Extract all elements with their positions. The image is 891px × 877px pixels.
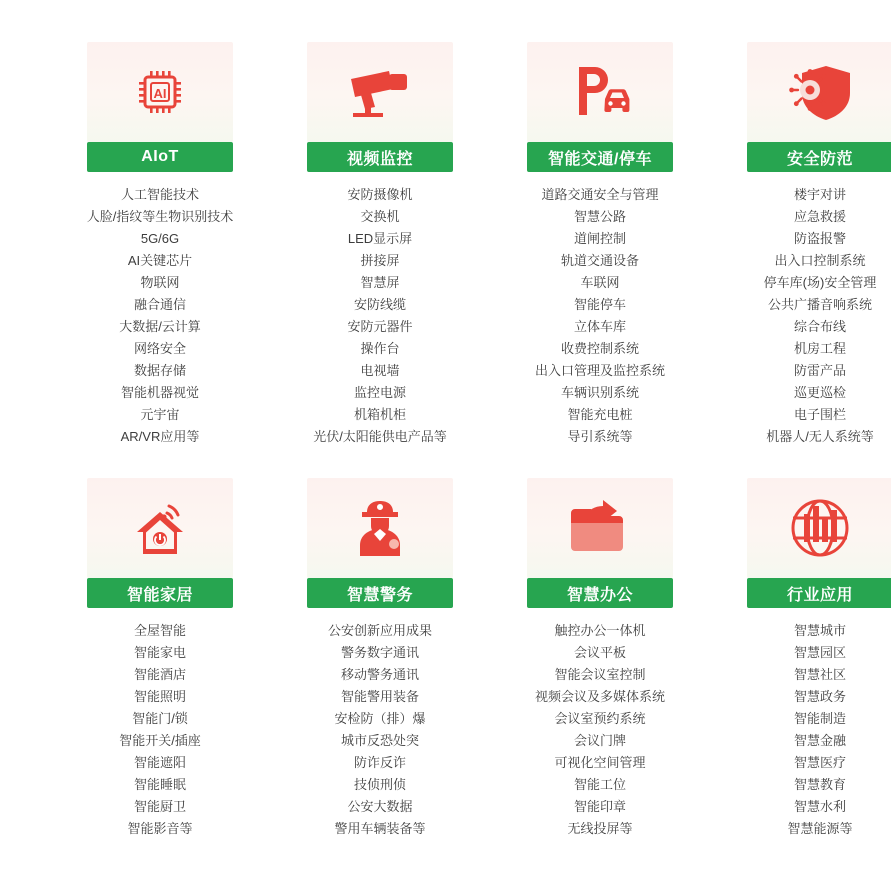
list-item: 拼接屏	[360, 253, 400, 268]
surveillance-camera-icon	[345, 61, 415, 123]
list-item: 智能开关/插座	[119, 733, 201, 748]
list-item: 数据存储	[133, 363, 186, 378]
list-item: 融合通信	[133, 297, 186, 312]
list-item: 公安创新应用成果	[327, 623, 432, 638]
list-item: 移动警务通讯	[340, 667, 419, 682]
list-item: 立体车库	[573, 319, 626, 334]
category-card-smart-traffic-parking[interactable]	[500, 42, 700, 448]
list-item: 安防元器件	[347, 319, 413, 334]
list-item: 人脸/指纹等生物识别技术	[86, 209, 234, 224]
list-item: 楼宇对讲	[793, 187, 846, 202]
parking-car-icon	[567, 59, 633, 125]
category-card-smart-home[interactable]	[60, 478, 260, 840]
list-item: 综合布线	[793, 319, 846, 334]
list-item: 技侦刑侦	[353, 777, 406, 792]
list-item: 出入口控制系统	[774, 253, 866, 268]
category-card-security-protection[interactable]	[720, 42, 891, 448]
category-card-aiot[interactable]	[60, 42, 260, 448]
category-title: 智慧警务	[307, 578, 453, 608]
category-items	[500, 184, 700, 448]
list-item: 人工智能技术	[120, 187, 199, 202]
icon-container	[527, 42, 673, 142]
list-item: 交换机	[360, 209, 400, 224]
list-item: 智能机器视觉	[120, 385, 199, 400]
icon-container	[747, 478, 891, 578]
folder-share-icon	[565, 499, 635, 557]
list-item: 公安大数据	[347, 799, 413, 814]
list-item: 防诈反诈	[353, 755, 406, 770]
list-item: 机箱机柜	[353, 407, 406, 422]
category-title: AIoT	[87, 142, 233, 172]
list-item: 智能印章	[573, 799, 626, 814]
list-item: 全屋智能	[133, 623, 186, 638]
list-item: 智能厨卫	[133, 799, 186, 814]
list-item: 公共广播音响系统	[767, 297, 872, 312]
list-item: 巡更巡检	[793, 385, 846, 400]
list-item: 警务数字通讯	[340, 645, 419, 660]
list-item: 无线投屏等	[567, 821, 633, 836]
category-title: 安全防范	[747, 142, 891, 172]
list-item: 智能照明	[133, 689, 186, 704]
list-item: 5G/6G	[140, 231, 180, 246]
globe-bars-icon	[788, 496, 852, 560]
category-card-industry-applications[interactable]	[720, 478, 891, 840]
list-item: 防盗报警	[793, 231, 846, 246]
list-item: 智能家电	[133, 645, 186, 660]
list-item: 会议室预约系统	[554, 711, 646, 726]
list-item: 智能工位	[573, 777, 626, 792]
list-item: 智慧金融	[793, 733, 846, 748]
list-item: 智慧园区	[793, 645, 846, 660]
list-item: 道路交通安全与管理	[541, 187, 659, 202]
icon-container	[87, 42, 233, 142]
list-item: 智能警用装备	[340, 689, 419, 704]
list-item: 触控办公一体机	[554, 623, 646, 638]
list-item: 监控电源	[353, 385, 406, 400]
ai-chip-icon	[129, 61, 191, 123]
list-item: AR/VR应用等	[120, 429, 200, 444]
shield-virus-icon	[786, 60, 854, 124]
category-card-smart-policing[interactable]	[280, 478, 480, 840]
list-item: 物联网	[140, 275, 180, 290]
category-title: 智能交通/停车	[527, 142, 673, 172]
list-item: 车联网	[580, 275, 620, 290]
list-item: 元宇宙	[140, 407, 180, 422]
list-item: 电子围栏	[793, 407, 846, 422]
list-item: 智能制造	[793, 711, 846, 726]
category-items	[720, 620, 891, 840]
icon-container	[87, 478, 233, 578]
category-card-video-surveillance[interactable]	[280, 42, 480, 448]
category-title: 行业应用	[747, 578, 891, 608]
category-title: 智能家居	[87, 578, 233, 608]
list-item: 会议平板	[573, 645, 626, 660]
category-grid	[60, 42, 877, 840]
category-items	[60, 620, 260, 840]
list-item: 智慧水利	[793, 799, 846, 814]
category-title: 智慧办公	[527, 578, 673, 608]
list-item: 智慧医疗	[793, 755, 846, 770]
icon-container	[527, 478, 673, 578]
category-items	[280, 620, 480, 840]
svg-text:AI: AI	[153, 86, 167, 101]
list-item: 智能停车	[573, 297, 626, 312]
list-item: 机器人/无人系统等	[766, 429, 874, 444]
list-item: 网络安全	[133, 341, 186, 356]
list-item: 智慧能源等	[787, 821, 853, 836]
list-item: 智慧教育	[793, 777, 846, 792]
list-item: 智能睡眠	[133, 777, 186, 792]
list-item: LED显示屏	[347, 231, 413, 246]
list-item: 智慧政务	[793, 689, 846, 704]
list-item: 智慧社区	[793, 667, 846, 682]
list-item: 停车库(场)安全管理	[763, 275, 877, 290]
category-items	[720, 184, 891, 448]
list-item: 智能门/锁	[132, 711, 188, 726]
list-item: 出入口管理及监控系统	[534, 363, 665, 378]
list-item: 操作台	[360, 341, 400, 356]
category-items	[280, 184, 480, 448]
list-item: 智慧屏	[360, 275, 400, 290]
list-item: 智慧城市	[793, 623, 846, 638]
icon-container	[307, 42, 453, 142]
list-item: 道闸控制	[573, 231, 626, 246]
list-item: 车辆识别系统	[560, 385, 639, 400]
list-item: 收费控制系统	[560, 341, 639, 356]
list-item: 电视墙	[360, 363, 400, 378]
list-item: 警用车辆装备等	[334, 821, 426, 836]
list-item: 智能酒店	[133, 667, 186, 682]
category-items	[500, 620, 700, 840]
list-item: 大数据/云计算	[119, 319, 201, 334]
list-item: 智慧公路	[573, 209, 626, 224]
category-title: 视频监控	[307, 142, 453, 172]
smart-home-icon	[129, 496, 191, 560]
list-item: 轨道交通设备	[560, 253, 639, 268]
list-item: 光伏/太阳能供电产品等	[313, 429, 447, 444]
category-items	[60, 184, 260, 448]
list-item: 导引系统等	[567, 429, 633, 444]
list-item: 视频会议及多媒体系统	[534, 689, 665, 704]
list-item: 会议门牌	[573, 733, 626, 748]
police-officer-icon	[349, 496, 411, 560]
list-item: 安防摄像机	[347, 187, 413, 202]
category-card-smart-office[interactable]	[500, 478, 700, 840]
list-item: 城市反恐处突	[340, 733, 419, 748]
list-item: 机房工程	[793, 341, 846, 356]
list-item: AI关键芯片	[127, 253, 193, 268]
list-item: 智能充电桩	[567, 407, 633, 422]
list-item: 安防线缆	[353, 297, 406, 312]
list-item: 安检防（排）爆	[334, 711, 426, 726]
list-item: 防雷产品	[793, 363, 846, 378]
icon-container	[747, 42, 891, 142]
icon-container	[307, 478, 453, 578]
list-item: 智能影音等	[127, 821, 193, 836]
list-item: 应急救援	[793, 209, 846, 224]
list-item: 可视化空间管理	[554, 755, 646, 770]
list-item: 智能会议室控制	[554, 667, 646, 682]
list-item: 智能遮阳	[133, 755, 186, 770]
